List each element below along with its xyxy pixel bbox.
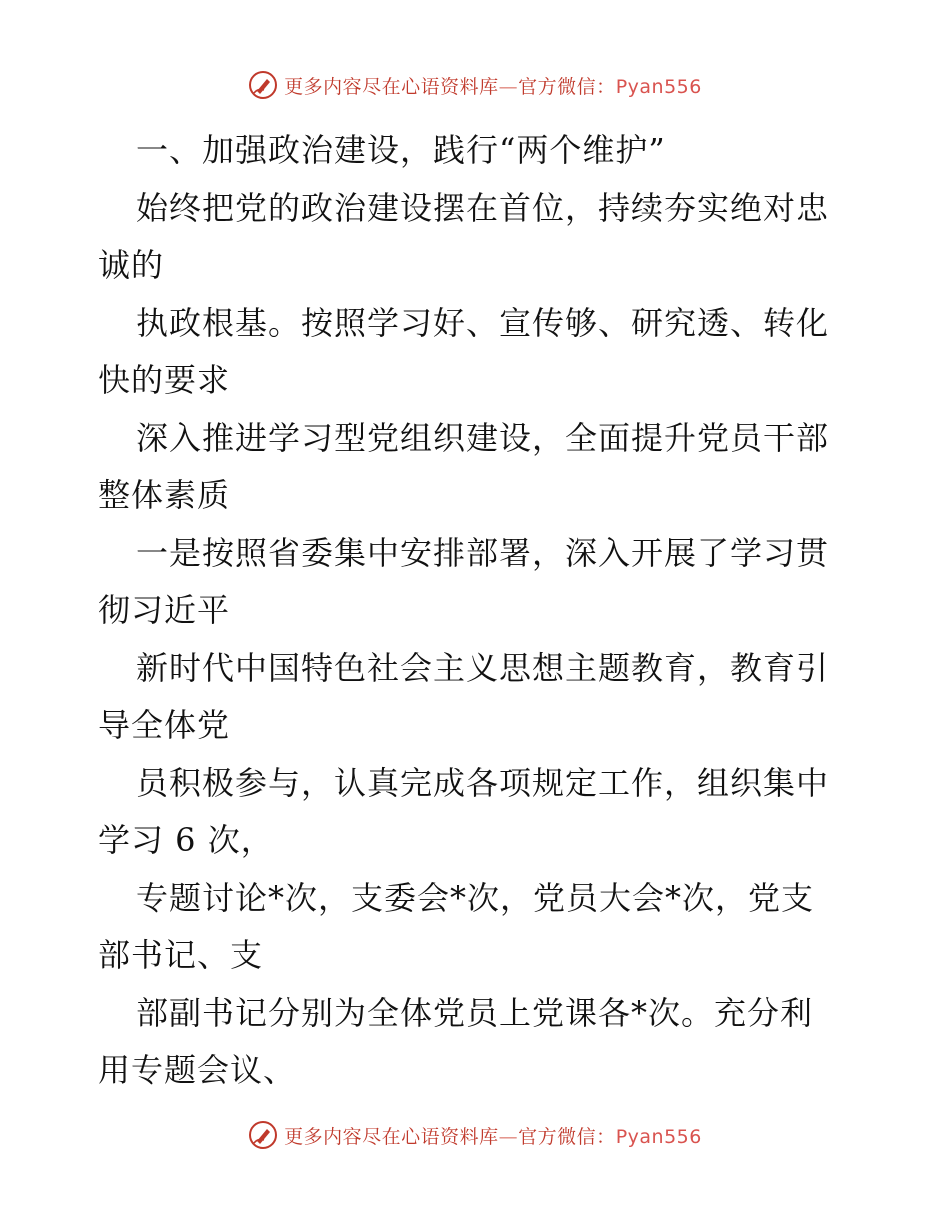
text-line: 学习 6 次， bbox=[98, 821, 274, 859]
text-line: 一、加强政治建设，践行“两个维护” bbox=[136, 131, 666, 169]
text-line: 彻习近平 bbox=[98, 591, 231, 629]
pen-logo-icon bbox=[248, 1120, 278, 1150]
watermark-text: 更多内容尽在心语资料库—官方微信：Pyan556 bbox=[284, 75, 702, 98]
text-line: 一是按照省委集中安排部署，深入开展了学习贯 bbox=[136, 533, 830, 572]
text-line: 始终把党的政治建设摆在首位，持续夯实绝对忠 bbox=[136, 188, 830, 227]
text-line: 用专题会议、 bbox=[98, 1051, 297, 1089]
text-line: 专题讨论*次，支委会*次，党员大会*次，党支 bbox=[136, 878, 815, 917]
watermark-text: 更多内容尽在心语资料库—官方微信：Pyan556 bbox=[284, 1125, 702, 1148]
text-line: 快的要求 bbox=[98, 361, 231, 399]
text-line: 部副书记分别为全体党员上党课各*次。充分利 bbox=[136, 993, 814, 1032]
text-line: 深入推进学习型党组织建设，全面提升党员干部 bbox=[136, 418, 830, 457]
text-line: 员积极参与，认真完成各项规定工作，组织集中 bbox=[136, 763, 830, 802]
pen-logo-icon bbox=[248, 70, 278, 100]
document-body bbox=[98, 122, 858, 1100]
text-line: 整体素质 bbox=[98, 476, 231, 514]
text-line: 导全体党 bbox=[98, 706, 231, 744]
text-line: 诚的 bbox=[98, 246, 165, 284]
header-watermark bbox=[0, 70, 950, 100]
text-line: 部书记、支 bbox=[98, 936, 264, 974]
footer-watermark bbox=[0, 1120, 950, 1150]
text-line: 新时代中国特色社会主义思想主题教育，教育引 bbox=[136, 648, 830, 687]
text-line: 执政根基。按照学习好、宣传够、研究透、转化 bbox=[136, 303, 830, 342]
